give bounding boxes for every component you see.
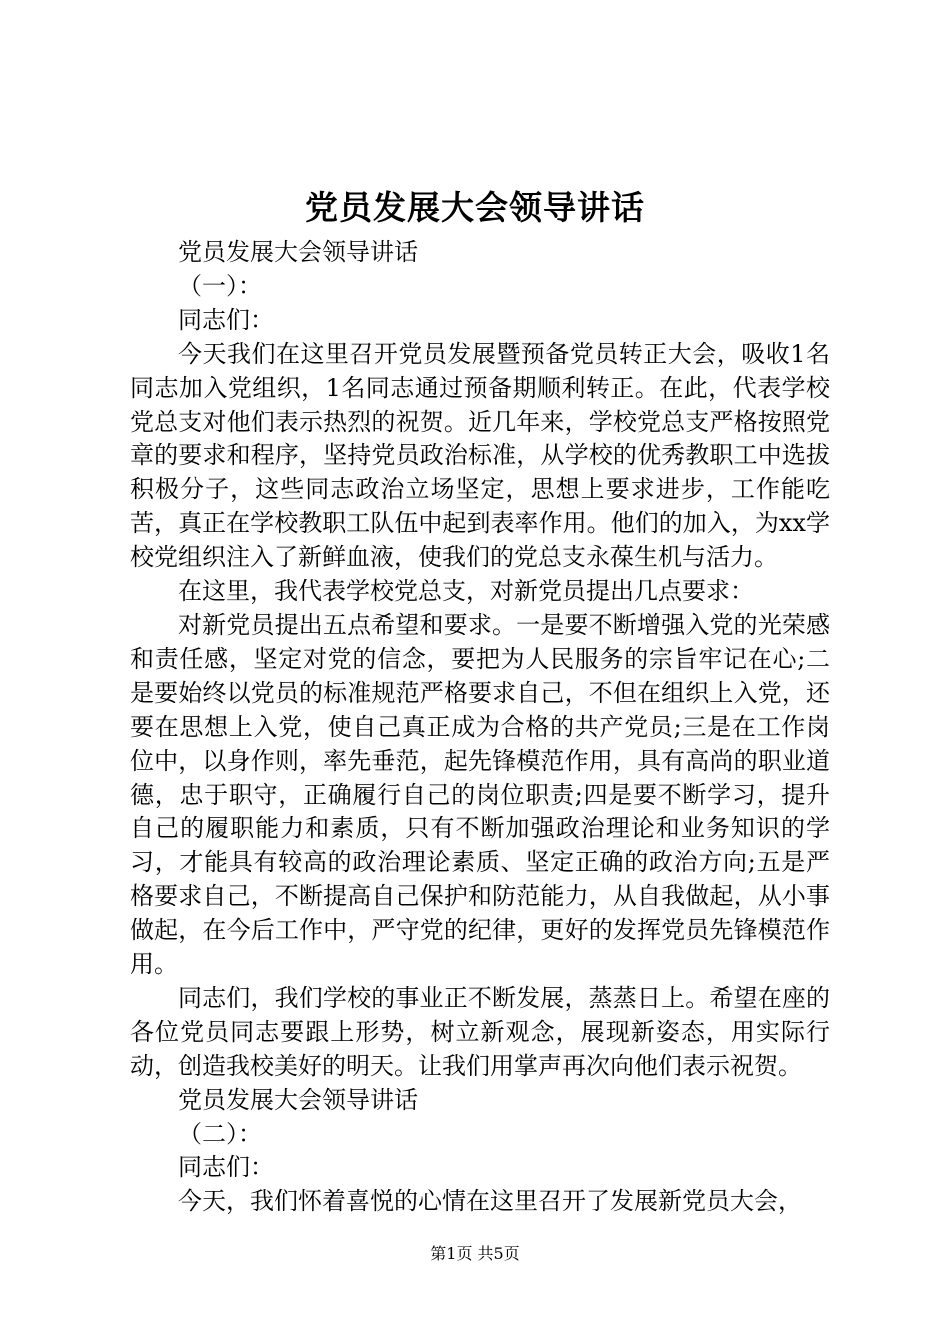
document-body: [130, 236, 830, 1219]
paragraph: （二）：: [178, 1119, 262, 1148]
paragraph: 党员发展大会领导讲话: [178, 1085, 418, 1114]
paragraph: 对新党员提出五点希望和要求。一是要不断增强入党的光荣感和责任感，坚定对党的信念，要把为人民服务的宗旨牢记在心;二是要始终以党员的标准规范严格要求自己，不但在组织上入党，还要在思想上入党，使自己真正成为合格的共产党员;三是在工作岗位中，以身作则，率先垂范，起先锋模范作用，具有高尚的职业道德，忠于职守，正确履行自己的岗位职责;四是要不断学习，提升自己的履职能力和素质，只有不断加强政治理论和业务知识的学习，才能具有较高的政治理论素质、坚定正确的政治方向;五是严格要求自己，不断提高自己保护和防范能力，从自我做起，从小事做起，在今后工作中，严守党的纪律，更好的发挥党员先锋模范作用。: [130, 610, 830, 979]
paragraph: 同志们：: [178, 1153, 274, 1182]
page-footer: 第1页 共5页: [430, 1244, 520, 1263]
paragraph: 今天我们在这里召开党员发展暨预备党员转正大会，吸收1名同志加入党组织，1名同志通过预备期顺利转正。在此，代表学校党总支对他们表示热烈的祝贺。近几年来，学校党总支严格按照党章的要求和程序，坚持党员政治标准，从学校的优秀教职工中选拔积极分子，这些同志政治立场坚定，思想上要求进步，工作能吃苦，真正在学校教职工队伍中起到表率作用。他们的加入，为xx学校党组织注入了新鲜血液，使我们的党总支永葆生机与活力。: [130, 339, 830, 572]
paragraph: （一）：: [178, 271, 262, 300]
paragraph: 在这里，我代表学校党总支，对新党员提出几点要求：: [178, 577, 754, 606]
paragraph: 党员发展大会领导讲话: [178, 238, 418, 266]
paragraph: 同志们，我们学校的事业正不断发展，蒸蒸日上。希望在座的各位党员同志要跟上形势，树立新观念，展现新姿态，用实际行动，创造我校美好的明天。让我们用掌声再次向他们表示祝贺。: [130, 983, 830, 1080]
document-title: 党员发展大会领导讲话: [305, 188, 645, 227]
paragraph: 今天，我们怀着喜悦的心情在这里召开了发展新党员大会，: [178, 1187, 802, 1216]
paragraph: 同志们：: [178, 305, 274, 334]
